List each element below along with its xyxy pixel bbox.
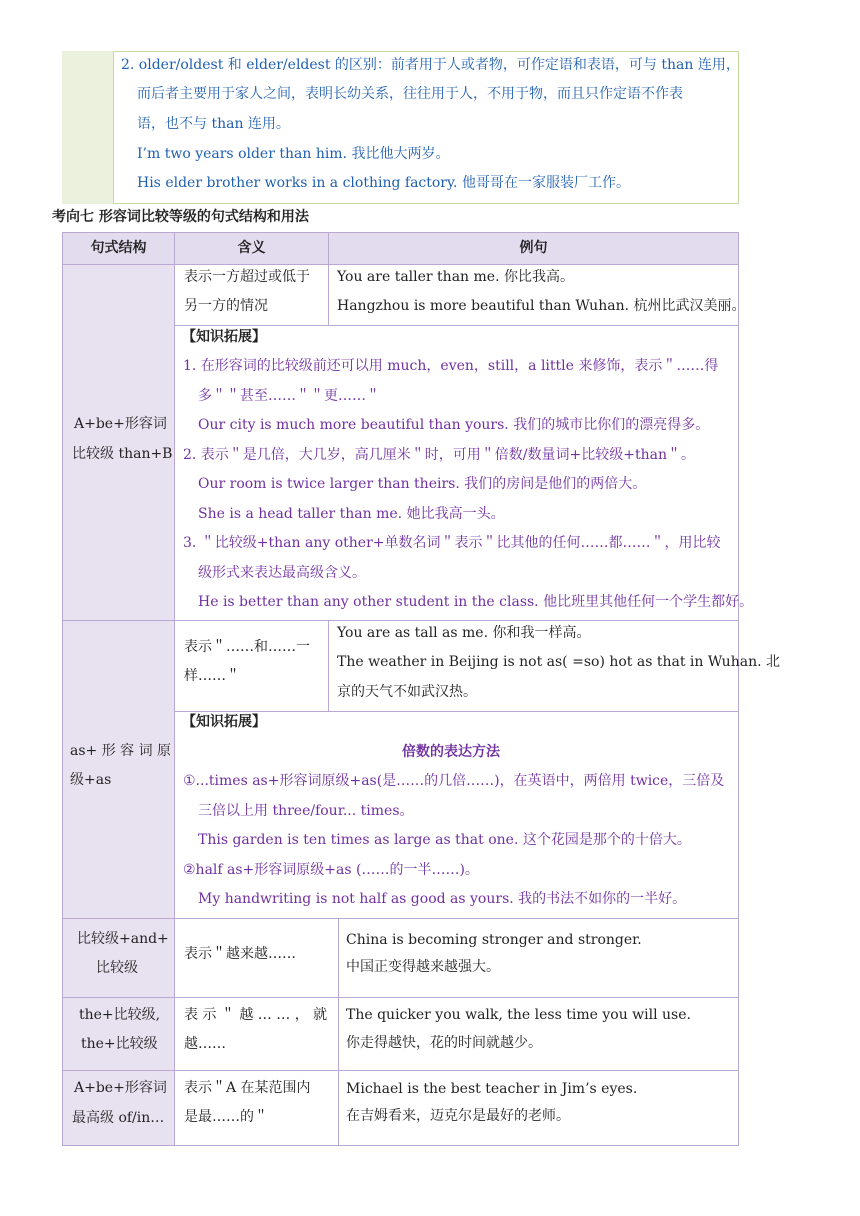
note-line: 2. older/oldest 和 elder/eldest 的区别：前者用于人或者物，可作定语和表语，可与 than 连用， xyxy=(121,57,740,73)
row2-ext-line: This garden is ten times as large as that one. 这个花园是那个的十倍大。 xyxy=(198,832,691,848)
row4-example: 你走得越快，花的时间就越少。 xyxy=(346,1035,542,1051)
row1-ext-line: He is better than any other student in the class. 他比班里其他任何一个学生都好。 xyxy=(198,594,754,610)
row5-label: 最高级 of/in… xyxy=(72,1110,165,1126)
header-structure: 句式结构 xyxy=(62,232,175,265)
row2-ext-line: My handwriting is not half as good as yours. 我的书法不如你的一半好。 xyxy=(198,891,687,907)
row2-ext-line: ①...times as+形容词原级+as(是……的几倍……)，在英语中，两倍用 twice，三倍及 xyxy=(183,773,725,789)
row2-meaning: 样……＂ xyxy=(184,668,240,684)
row1-example: Hangzhou is more beautiful than Wuhan. 杭州比武汉美丽。 xyxy=(337,298,746,314)
note-line: 语，也不与 than 连用。 xyxy=(137,116,290,132)
row4-meaning: 表 示 ＂ 越 … … ， 就 xyxy=(184,1007,328,1023)
row2-ext-subtitle: 倍数的表达方法 xyxy=(402,744,500,760)
row2-ext-title: 【知识拓展】 xyxy=(182,714,266,730)
row2-example: You are as tall as me. 你和我一样高。 xyxy=(337,625,591,641)
note-line: 而后者主要用于家人之间，表明长幼关系，往往用于人，不用于物，而且只作定语不作表 xyxy=(137,86,683,102)
row5-example: Michael is the best teacher in Jim’s eyes. xyxy=(346,1081,638,1097)
row1-ext-line: 级形式来表达最高级含义。 xyxy=(198,565,366,581)
row5-label: A+be+形容词 xyxy=(74,1080,167,1096)
row1-example: You are taller than me. 你比我高。 xyxy=(337,269,574,285)
row1-ext-title: 【知识拓展】 xyxy=(182,329,266,345)
row4-label: the+比较级 xyxy=(81,1036,158,1052)
row2-ext-line: ②half as+形容词原级+as (……的一半……)。 xyxy=(183,862,479,878)
row1-ext-line: 1. 在形容词的比较级前还可以用 much，even，still，a little 来修饰，表示＂……得 xyxy=(183,358,719,374)
row2-meaning: 表示＂……和……一 xyxy=(184,639,310,655)
note-line: I’m two years older than him. 我比他大两岁。 xyxy=(137,146,450,162)
section-heading: 考向七 形容词比较等级的句式结构和用法 xyxy=(52,209,309,225)
row3-label: 比较级+and+ xyxy=(77,931,169,947)
row1-ext-line: Our city is much more beautiful than yours. 我们的城市比你们的漂亮得多。 xyxy=(198,417,710,433)
row1-ext-line: Our room is twice larger than theirs. 我们的房间是他们的两倍大。 xyxy=(198,476,647,492)
row1-meaning: 表示一方超过或低于 xyxy=(184,269,310,285)
row2-example: The weather in Beijing is not as( =so) hot as that in Wuhan. 北 xyxy=(337,654,780,670)
row1-ext-line: 3. ＂比较级+than any other+单数名词＂表示＂比其他的任何……都……＂，用比较 xyxy=(183,535,721,551)
row1-label: 比较级 than+B xyxy=(72,446,173,462)
header-meaning: 含义 xyxy=(174,232,329,265)
row3-example: China is becoming stronger and stronger. xyxy=(346,932,642,948)
row5-meaning: 表示＂A 在某范围内 xyxy=(184,1080,311,1096)
row1-label: A+be+形容词 xyxy=(74,416,167,432)
row1-label-cell xyxy=(62,264,175,621)
row4-meaning: 越…… xyxy=(184,1036,226,1052)
header-example: 例句 xyxy=(328,232,739,265)
row1-meaning: 另一方的情况 xyxy=(184,298,268,314)
row1-ext-line: She is a head taller than me. 她比我高一头。 xyxy=(198,506,505,522)
row2-ext-line: 三倍以上用 three/four... times。 xyxy=(198,803,414,819)
row3-example: 中国正变得越来越强大。 xyxy=(346,959,500,975)
row2-example: 京的天气不如武汉热。 xyxy=(337,684,477,700)
row4-label: the+比较级, xyxy=(79,1007,161,1023)
note-line: His elder brother works in a clothing factory. 他哥哥在一家服装厂工作。 xyxy=(137,175,630,191)
row2-label: as+ 形 容 词 原 xyxy=(70,743,172,759)
row2-label: 级+as xyxy=(70,772,112,788)
note-box-side xyxy=(62,51,114,204)
row1-ext-line: 2. 表示＂是几倍，大几岁，高几厘米＂时，可用＂倍数/数量词+比较级+than＂。 xyxy=(183,447,695,463)
row5-meaning: 是最……的＂ xyxy=(184,1109,268,1125)
row5-example: 在吉姆看来，迈克尔是最好的老师。 xyxy=(346,1108,570,1124)
row3-label: 比较级 xyxy=(96,960,138,976)
row1-ext-line: 多＂＂甚至……＂＂更……＂ xyxy=(198,388,380,404)
row4-example: The quicker you walk, the less time you will use. xyxy=(346,1007,691,1023)
row3-meaning: 表示＂越来越…… xyxy=(184,946,296,962)
